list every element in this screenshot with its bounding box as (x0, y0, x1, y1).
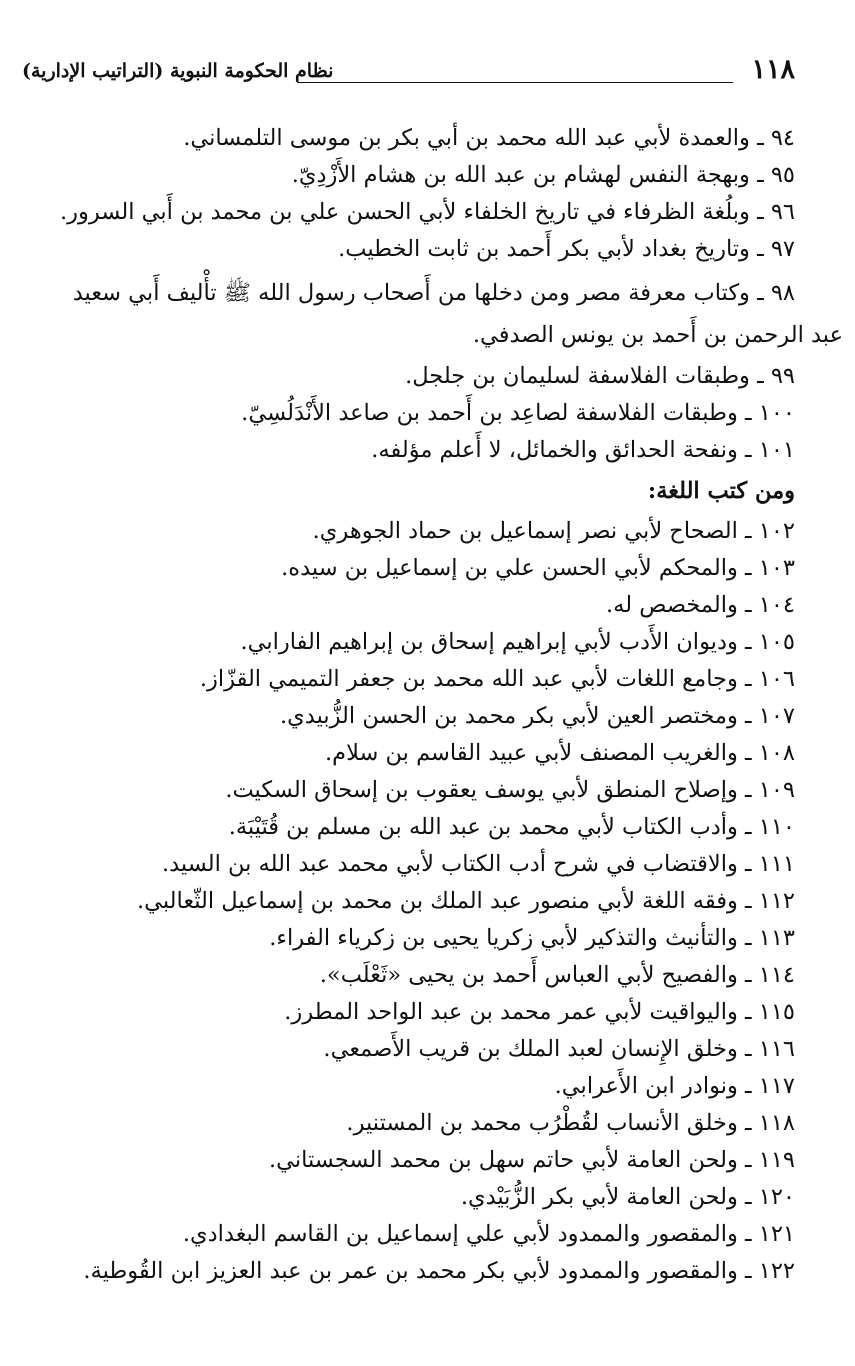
list-item (35, 1105, 795, 1142)
running-title: نظام الحكومة النبوية (التراتيب الإدارية) (22, 60, 334, 82)
list-item (35, 120, 795, 157)
list-item (35, 513, 795, 550)
entry-number: ١١٢ (758, 888, 795, 914)
page-body (35, 120, 843, 1290)
list-item (35, 883, 795, 920)
entry-text: ـ وفقه اللغة لأبي منصور عبد الملك بن محمد بن إسماعيل الثّعالبي. (136, 888, 752, 914)
entry-number: ١٠٨ (758, 740, 795, 766)
entry-text: ـ ولحن العامة لأبي حاتم سهل بن محمد السجستاني. (268, 1147, 752, 1173)
entry-number: ٩٥ (770, 162, 795, 188)
list-item (35, 550, 795, 587)
list-item (35, 1253, 795, 1290)
entry-number: ١٢١ (758, 1221, 795, 1247)
list-item (35, 698, 795, 735)
entry-text: ـ وديوان الأَدب لأبي إبراهيم إسحاق بن إبراهيم الفارابي. (240, 629, 752, 655)
entry-text: ـ وخلق الأنساب لقُطْرُب محمد بن المستنير. (346, 1110, 752, 1136)
entry-number: ١٢٢ (758, 1258, 795, 1284)
list-item (35, 1031, 795, 1068)
entry-number: ١٠٠ (758, 400, 795, 426)
entry-number: ١١٦ (758, 1036, 795, 1062)
entries-group-b (35, 358, 795, 469)
entry-text: ـ ونوادر ابن الأَعرابي. (554, 1073, 752, 1099)
list-item (35, 395, 795, 432)
list-item (35, 809, 795, 846)
entry-continuation: عبد الرحمن بن أَحمد بن يونس الصدفي. (472, 322, 843, 348)
list-item-multiline (35, 272, 843, 356)
list-item (35, 735, 795, 772)
entry-number: ١٠٣ (758, 555, 795, 581)
entry-number: ١١٥ (758, 999, 795, 1025)
entry-text: ـ وكتاب معرفة مصر ومن دخلها من أَصحاب رسول الله ﷺ تأْليف أَبي سعيد (72, 280, 764, 306)
entry-number: ١١٣ (758, 925, 795, 951)
entry-number: ١٠٢ (758, 518, 795, 544)
entry-number: ١٠٥ (758, 629, 795, 655)
entry-number: ١٠٤ (758, 592, 795, 618)
page-number: ١١٨ (751, 54, 795, 85)
entry-number: ١١٠ (758, 814, 795, 840)
entry-text: ـ وتاريخ بغداد لأبي بكر أَحمد بن ثابت الخطيب. (338, 236, 764, 262)
entry-text: ـ والتأنيث والتذكير لأبي زكريا يحيى بن زكرياء الفراء. (269, 925, 752, 951)
list-item (35, 587, 795, 624)
list-item (35, 772, 795, 809)
entry-text: ـ وأدب الكتاب لأبي محمد بن عبد الله بن مسلم بن قُتَيْبَة. (228, 814, 752, 840)
entries-group-a (35, 120, 795, 268)
list-item (35, 358, 795, 395)
entry-number: ٩٦ (770, 199, 795, 225)
entry-number: ١١٧ (758, 1073, 795, 1099)
entry-number: ١٠١ (758, 437, 795, 463)
list-item (35, 231, 795, 268)
entry-text: ـ ولحن العامة لأبي بكر الزُّبَيْدي. (460, 1184, 752, 1210)
list-item (35, 920, 795, 957)
entry-text: ـ واليواقيت لأبي عمر محمد بن عبد الواحد المطرز. (284, 999, 752, 1025)
list-item (35, 1179, 795, 1216)
entries-group-c (35, 513, 795, 1290)
entry-text: ـ وطبقات الفلاسفة لسليمان بن جلجل. (405, 363, 764, 389)
entry-text: ـ ونفحة الحدائق والخمائل، لا أَعلم مؤلفه. (371, 437, 752, 463)
list-item (35, 1216, 795, 1253)
entry-number: ١٢٠ (758, 1184, 795, 1210)
entry-text: ـ والعمدة لأبي عبد الله محمد بن أبي بكر بن موسى التلمساني. (183, 125, 764, 151)
entry-text: ـ وخلق الإِنسان لعبد الملك بن قريب الأَصمعي. (323, 1036, 752, 1062)
entry-number: ١١٨ (758, 1110, 795, 1136)
entry-text: ـ والمقصور والممدود لأبي علي إسماعيل بن القاسم البغدادي. (182, 1221, 752, 1247)
entry-text: ـ والفصيح لأبي العباس أَحمد بن يحيى «ثَعْلَب». (319, 962, 752, 988)
list-item (35, 846, 795, 883)
entry-text: ـ والمقصور والممدود لأبي بكر محمد بن عمر بن عبد العزيز ابن القُوطية. (83, 1258, 752, 1284)
entry-text: ـ وطبقات الفلاسفة لصاعِد بن أَحمد بن صاعد الأَنْدَلُسِيّ. (241, 400, 752, 426)
list-item (35, 157, 795, 194)
entry-number: ١٠٧ (758, 703, 795, 729)
list-item (35, 1142, 795, 1179)
list-item (35, 432, 795, 469)
entry-number: ٩٨ (770, 280, 795, 306)
list-item (35, 194, 795, 231)
entry-text: ـ والمحكم لأبي الحسن علي بن إسماعيل بن سيده. (281, 555, 752, 581)
entry-text: ـ والمخصص له. (606, 592, 752, 618)
entry-text: ـ والاقتضاب في شرح أدب الكتاب لأبي محمد عبد الله بن السيد. (161, 851, 752, 877)
list-item (35, 624, 795, 661)
list-item (35, 1068, 795, 1105)
entry-text: ـ الصحاح لأبي نصر إسماعيل بن حماد الجوهري. (312, 518, 752, 544)
list-item (35, 994, 795, 1031)
entry-text: ـ وبلُغة الظرفاء في تاريخ الخلفاء لأبي الحسن علي بن محمد بن أَبي السرور. (60, 199, 764, 225)
section-heading: ومن كتب اللغة: (647, 478, 795, 504)
entry-text: ـ وبهجة النفس لهشام بن عبد الله بن هشام الأَزْدِيّ. (291, 162, 764, 188)
entry-number: ١١٩ (758, 1147, 795, 1173)
entry-text: ـ وجامع اللغات لأبي عبد الله محمد بن جعفر التميمي القزّاز. (199, 666, 752, 692)
page-header (22, 52, 795, 92)
header-rule (297, 82, 733, 83)
entry-number: ١٠٩ (758, 777, 795, 803)
entry-number: ١١١ (758, 851, 795, 877)
list-item (35, 661, 795, 698)
entry-number: ١١٤ (758, 962, 795, 988)
entry-number: ٩٤ (770, 125, 795, 151)
entry-number: ٩٩ (770, 363, 795, 389)
entry-number: ٩٧ (770, 236, 795, 262)
entry-number: ١٠٦ (758, 666, 795, 692)
entry-text: ـ وإصلاح المنطق لأبي يوسف يعقوب بن إسحاق السكيت. (225, 777, 752, 803)
list-item (35, 957, 795, 994)
entry-text: ـ والغريب المصنف لأبي عبيد القاسم بن سلام. (325, 740, 752, 766)
entry-text: ـ ومختصر العين لأبي بكر محمد بن الحسن الزُّبيدي. (280, 703, 752, 729)
